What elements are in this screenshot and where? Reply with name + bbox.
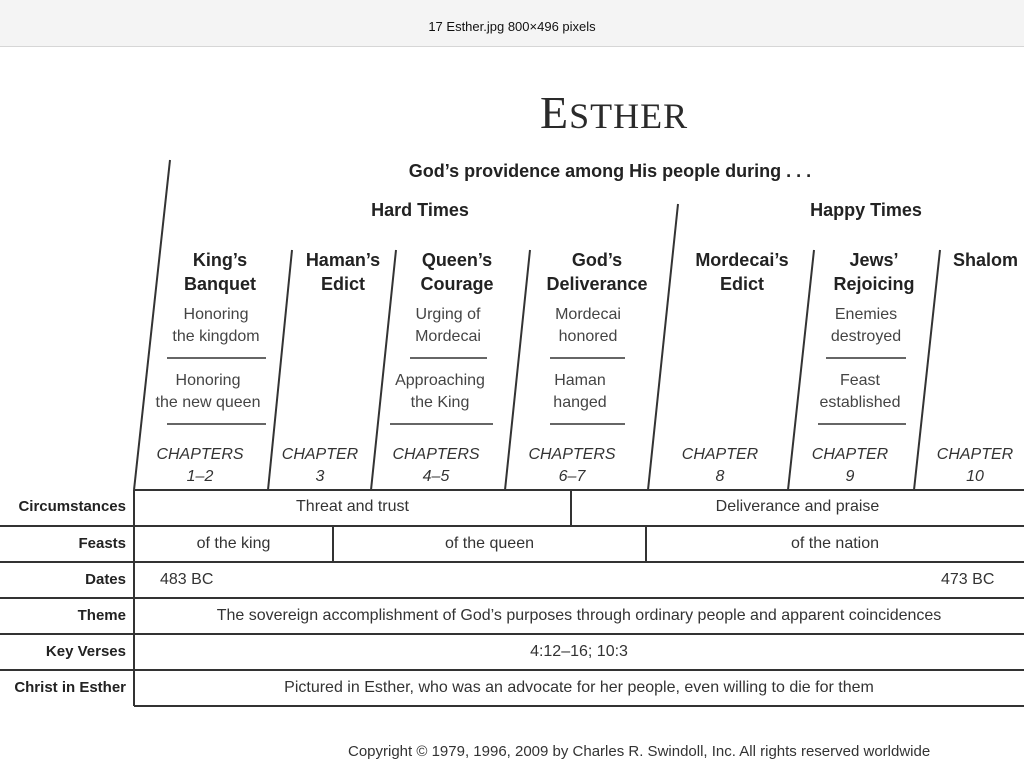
row-label-dates: Dates: [85, 571, 126, 588]
section-jews-rejoicing-chapters: [790, 444, 910, 488]
desc-line: Mordecai: [415, 328, 481, 345]
heading-line: Jews’: [849, 250, 899, 270]
circumstances-threat: Threat and trust: [296, 498, 409, 515]
desc-line: Honoring: [175, 372, 241, 389]
row-label-feasts: Feasts: [78, 535, 126, 552]
row-label-key-verses: Key Verses: [45, 643, 126, 660]
section-jews-rejoicing-heading: [814, 248, 934, 296]
desc-line: Mordecai: [555, 306, 621, 323]
chapter-label: CHAPTER: [281, 446, 359, 463]
section-shalom-heading: [953, 248, 1024, 272]
chapter-number: 4–5: [422, 468, 450, 485]
title-initial: E: [540, 87, 570, 138]
desc-line: established: [819, 394, 901, 411]
heading-line: God’s: [571, 250, 623, 270]
title-rest: STHER: [569, 96, 689, 136]
desc-line: the King: [410, 394, 470, 411]
heading-line: King’s: [192, 250, 248, 270]
feast-of-the-nation: of the nation: [790, 535, 880, 552]
section-kings-banquet-chapters: [140, 444, 260, 488]
section-mordecais-edict-chapters: [660, 444, 780, 488]
desc-line: Haman: [554, 372, 606, 389]
section-gods-deliverance-chapters: [512, 444, 632, 488]
circumstances-deliverance: Deliverance and praise: [715, 498, 880, 515]
chapter-label: CHAPTER: [936, 446, 1014, 463]
heading-line: Haman’s: [305, 250, 381, 270]
copyright-notice: Copyright © 1979, 1996, 2009 by Charles R. Swindoll, Inc. All rights reserved worldwide: [348, 743, 931, 760]
desc-line: honored: [558, 328, 618, 345]
chart-subtitle: God’s providence among His people during . . .: [408, 161, 812, 181]
section-mordecais-edict-heading: [680, 248, 804, 296]
row-label-theme: Theme: [77, 607, 126, 624]
desc-line: Honoring: [183, 306, 249, 323]
date-end: 473 BC: [941, 571, 995, 588]
chapter-label: CHAPTERS: [528, 446, 616, 463]
desc-line: hanged: [553, 394, 607, 411]
desc-line: the new queen: [155, 394, 261, 411]
feast-of-the-queen: of the queen: [445, 535, 534, 552]
heading-line: Mordecai’s: [695, 250, 789, 270]
section-queens-courage-desc-1: [392, 304, 504, 348]
section-gods-deliverance-desc-1: [538, 304, 638, 348]
desc-line: Feast: [839, 372, 880, 389]
section-hamans-edict-chapters: [268, 444, 372, 488]
section-queens-courage-heading: [398, 248, 516, 296]
row-label-circumstances: Circumstances: [18, 498, 126, 515]
theme-text: The sovereign accomplishment of God’s purposes through ordinary people and apparent coincidences: [216, 607, 942, 624]
period-hard-times: Hard Times: [371, 200, 469, 220]
chapter-number: 3: [315, 468, 325, 485]
section-jews-rejoicing-desc-1: [816, 304, 916, 348]
section-gods-deliverance-heading: [532, 248, 662, 296]
row-label-christ-in-esther: Christ in Esther: [14, 679, 126, 696]
desc-line: destroyed: [830, 328, 902, 345]
heading-line: Queen’s: [421, 250, 493, 270]
chapter-number: 6–7: [558, 468, 586, 485]
chapter-number: 9: [845, 468, 855, 485]
section-queens-courage-chapters: [376, 444, 496, 488]
heading-line: Rejoicing: [833, 274, 915, 294]
section-shalom-chapters: [926, 444, 1024, 488]
section-kings-banquet-heading: [160, 248, 280, 296]
key-verses-text: 4:12–16; 10:3: [530, 643, 628, 660]
heading-line: Edict: [320, 274, 365, 294]
feast-of-the-king: of the king: [196, 535, 271, 552]
section-gods-deliverance-desc-2: [530, 370, 630, 414]
image-title: 17 Esther.jpg 800×496 pixels: [428, 19, 596, 34]
heading-line: Courage: [420, 274, 494, 294]
chapter-label: CHAPTERS: [392, 446, 480, 463]
date-start: 483 BC: [160, 571, 214, 588]
period-happy-times: Happy Times: [810, 200, 922, 220]
heading-line: Deliverance: [546, 274, 648, 294]
section-kings-banquet-desc-2: [142, 370, 274, 414]
heading-line: Shalom: [953, 250, 1019, 270]
desc-line: Enemies: [834, 306, 898, 323]
chapter-number: 1–2: [186, 468, 214, 485]
heading-line: Edict: [719, 274, 764, 294]
heading-line: Banquet: [184, 274, 256, 294]
chapter-label: CHAPTER: [811, 446, 889, 463]
chapter-number: 8: [715, 468, 725, 485]
desc-line: Approaching: [395, 372, 485, 389]
chapter-number: 10: [966, 468, 984, 485]
section-hamans-edict-heading: [288, 248, 398, 296]
section-jews-rejoicing-desc-2: [806, 370, 914, 414]
section-queens-courage-desc-2: [380, 370, 500, 414]
desc-line: the kingdom: [172, 328, 260, 345]
christ-in-esther-text: Pictured in Esther, who was an advocate for her people, even willing to die for them: [284, 679, 874, 696]
chapter-label: CHAPTERS: [156, 446, 244, 463]
chapter-label: CHAPTER: [681, 446, 759, 463]
section-kings-banquet-desc-1: [150, 304, 282, 348]
desc-line: Urging of: [415, 306, 481, 323]
